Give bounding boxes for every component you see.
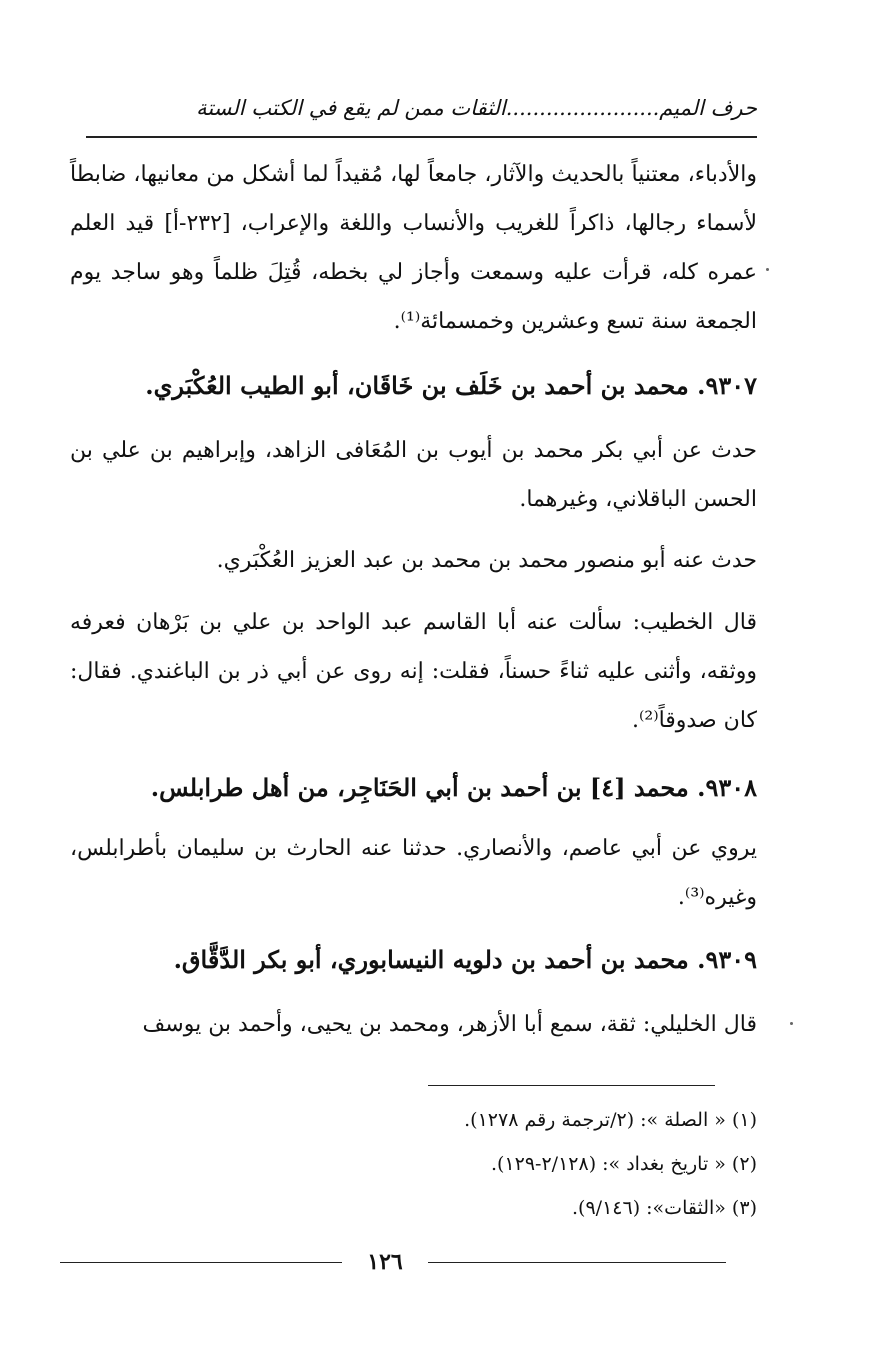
entry-heading-9309 [70,940,757,980]
entry-title: محمد [٤] بن أحمد بن أبي الحَنَاجِر، من أهل طرابلس. [150,773,689,802]
footer-rule-left [60,1262,342,1263]
entry-9308-paragraph-1: يروي عن أبي عاصم، والأنصاري. حدثنا عنه الحارث بن سليمان بأطرابلس، وغيره⁽³⁾. [70,836,757,910]
entry-title: محمد بن أحمد بن دلويه النيسابوري، أبو بكر الدَّقَّاق. [173,945,689,974]
entry-number: ٩٣٠٨. [697,773,757,802]
scan-speck [766,268,769,271]
header-rule [86,136,757,138]
entry-number: ٩٣٠٧. [697,371,757,400]
running-header: حرف الميم.......................الثقات ممن لم يقع في الكتب الستة [196,96,757,120]
footnote-3: (٣) «الثقات»: (٩/١٤٦). [572,1197,757,1219]
entry-number: ٩٣٠٩. [697,945,757,974]
footnote-1: (١) « الصلة »: (٢/ترجمة رقم ١٢٧٨). [464,1109,757,1131]
scan-speck [790,1022,793,1025]
entry-9307-paragraph-2: حدث عنه أبو منصور محمد بن محمد بن عبد العزيز العُكْبَري. [216,548,757,573]
entry-9309-paragraph-1: قال الخليلي: ثقة، سمع أبا الأزهر، ومحمد بن يحيى، وأحمد بن يوسف [142,1012,757,1037]
entry-9307-paragraph-1: حدث عن أبي بكر محمد بن أيوب بن المُعَافى الزاهد، وإبراهيم بن علي بن الحسن الباقلاني، وغيرهما. [70,438,757,512]
footnotes [300,1098,757,1230]
entry-heading-9308 [70,768,757,808]
entry-9307-paragraph-3: قال الخطيب: سألت عنه أبا القاسم عبد الواحد بن علي بن بَرْهان فعرفه ووثقه، وأثنى عليه ثناءً حسناً، فقلت: إنه روى عن أبي ذر بن الباغندي. فقال: كان صدوقاً⁽²⁾. [70,610,757,733]
continuation-paragraph: والأدباء، معتنياً بالحديث والآثار، جامعاً لها، مُقيداً لما أشكل من معانيها، ضابطاً لأسماء رجالها، ذاكراً للغريب والأنساب واللغة والإعراب، [٢٣٢-أ] قيد العلم عمره كله، قرأت عليه وسمعت وأجاز لي بخطه، قُتِلَ ظلماً وهو ساجد يوم الجمعة سنة تسع وعشرين وخمسمائة⁽¹⁾. [70,162,757,334]
footnote-2: (٢) « تاريخ بغداد »: (٢/١٢٨-١٢٩). [490,1153,757,1175]
footnote-separator [428,1085,715,1086]
entry-title: محمد بن أحمد بن خَلَف بن خَاقَان، أبو الطيب العُكْبَري. [145,371,689,400]
page-number: ١٢٦ [367,1249,403,1275]
entry-heading-9307 [70,366,757,406]
footer-rule-right [428,1262,726,1263]
